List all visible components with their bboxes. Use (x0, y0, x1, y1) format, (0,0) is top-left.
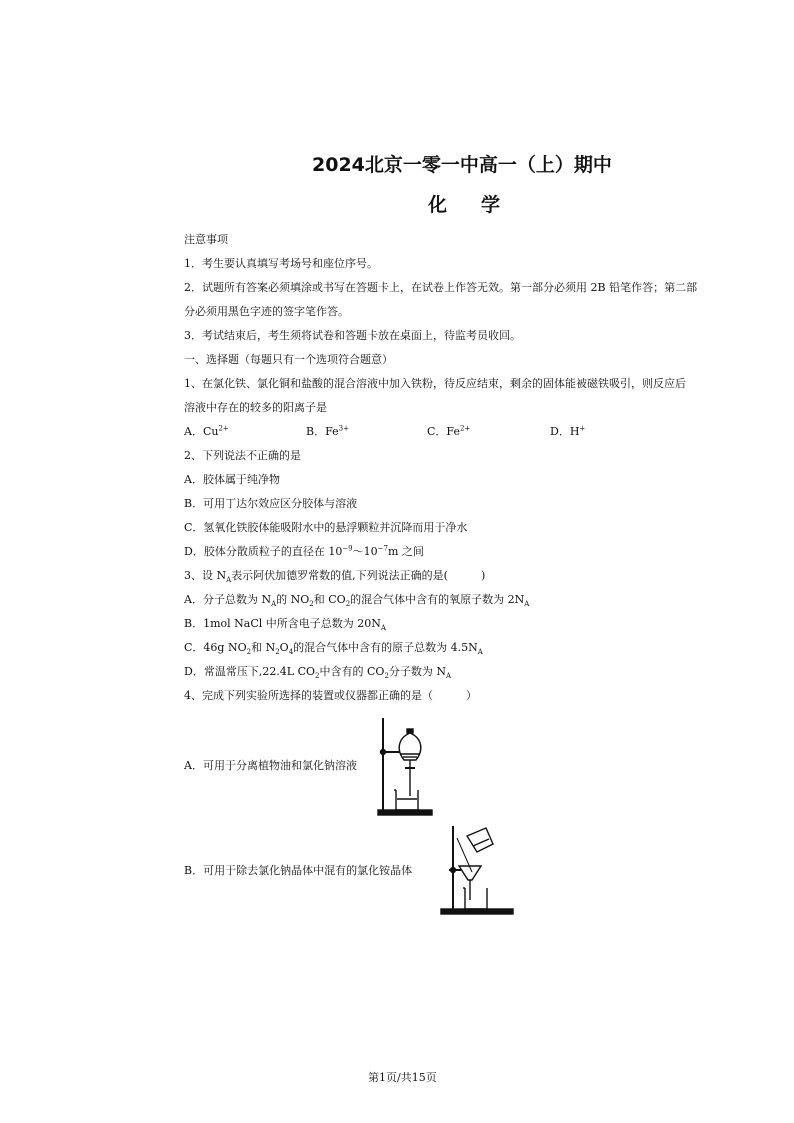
question-4-option-b: B．可用于除去氯化钠晶体中混有的氯化铵晶体 (184, 864, 413, 877)
question-1-option-a: A．$Cu^{2+}$ (184, 424, 229, 438)
question-3-option-c: C．46g $NO_2$和 $N_2O_4$的混合气体中含有的原子总数为 $4.5N_A$ (184, 641, 483, 657)
question-2-option-d: D．胶体分散质粒子的直径在 $10^{-9}\sim 10^{-7}m$ 之间 (184, 544, 424, 558)
question-1-stem-line1: 1、在氯化铁、氯化铜和盐酸的混合溶液中加入铁粉，待反应结束，剩余的固体能被磁铁吸引，则反应后 (184, 377, 686, 390)
subject-title: 化学 (428, 194, 535, 216)
notes-item-3: 3．考试结束后，考生须将试卷和答题卡放在桌面上，待监考员收回。 (184, 329, 521, 342)
question-3-option-b: B．1mol NaCl 中所含电子总数为 $20N_A$ (184, 617, 386, 633)
question-1-option-b: B．$Fe^{3+}$ (306, 424, 349, 438)
question-1-stem-line2: 溶液中存在的较多的阳离子是 (184, 401, 327, 414)
question-2-option-c: C．氢氧化铁胶体能吸附水中的悬浮颗粒并沉降而用于净水 (184, 521, 468, 534)
section-heading: 一、选择题（每题只有一个选项符合题意） (184, 353, 393, 366)
page-title: 2024北京一零一中高一（上）期中 (312, 154, 612, 176)
page-number: 第1页/共15页 (368, 1071, 437, 1084)
question-4-option-a: A．可用于分离植物油和氯化钠溶液 (184, 759, 357, 772)
question-3-option-a: A．分子总数为 $N_A$的 $NO_2$和 $CO_2$的混合气体中含有的氧原子数为 $2N_A$ (184, 593, 530, 609)
question-4-stem: 4、完成下列实验所选择的装置或仪器都正确的是（ ） (184, 689, 477, 702)
notes-item-2-cont: 分必须用黑色字迹的签字笔作答。 (184, 305, 349, 318)
notes-item-2: 2．试题所有答案必须填涂或书写在答题卡上，在试卷上作答无效。第一部分必须用 2B 铅笔作答；第二部 (184, 281, 698, 294)
question-2-stem: 2、下列说法不正确的是 (184, 449, 301, 462)
question-3-stem: 3、设 $N_A$表示阿伏加德罗常数的值,下列说法正确的是( ) (184, 569, 486, 585)
notes-item-1: 1．考生要认真填写考场号和座位序号。 (184, 257, 378, 270)
question-2-option-b: B．可用丁达尔效应区分胶体与溶液 (184, 497, 358, 510)
filtration-apparatus (437, 824, 517, 918)
separatory-funnel-apparatus (374, 716, 438, 818)
question-2-option-a: A．胶体属于纯净物 (184, 473, 280, 486)
question-1-option-c: C．$Fe^{2+}$ (427, 424, 471, 438)
question-1-option-d: D．H+ (550, 424, 586, 438)
question-3-option-d: D．常温常压下,22.4L $CO_2$中含有的 $CO_2$分子数为 $N_A$ (184, 665, 452, 681)
notes-heading: 注意事项 (184, 233, 228, 246)
